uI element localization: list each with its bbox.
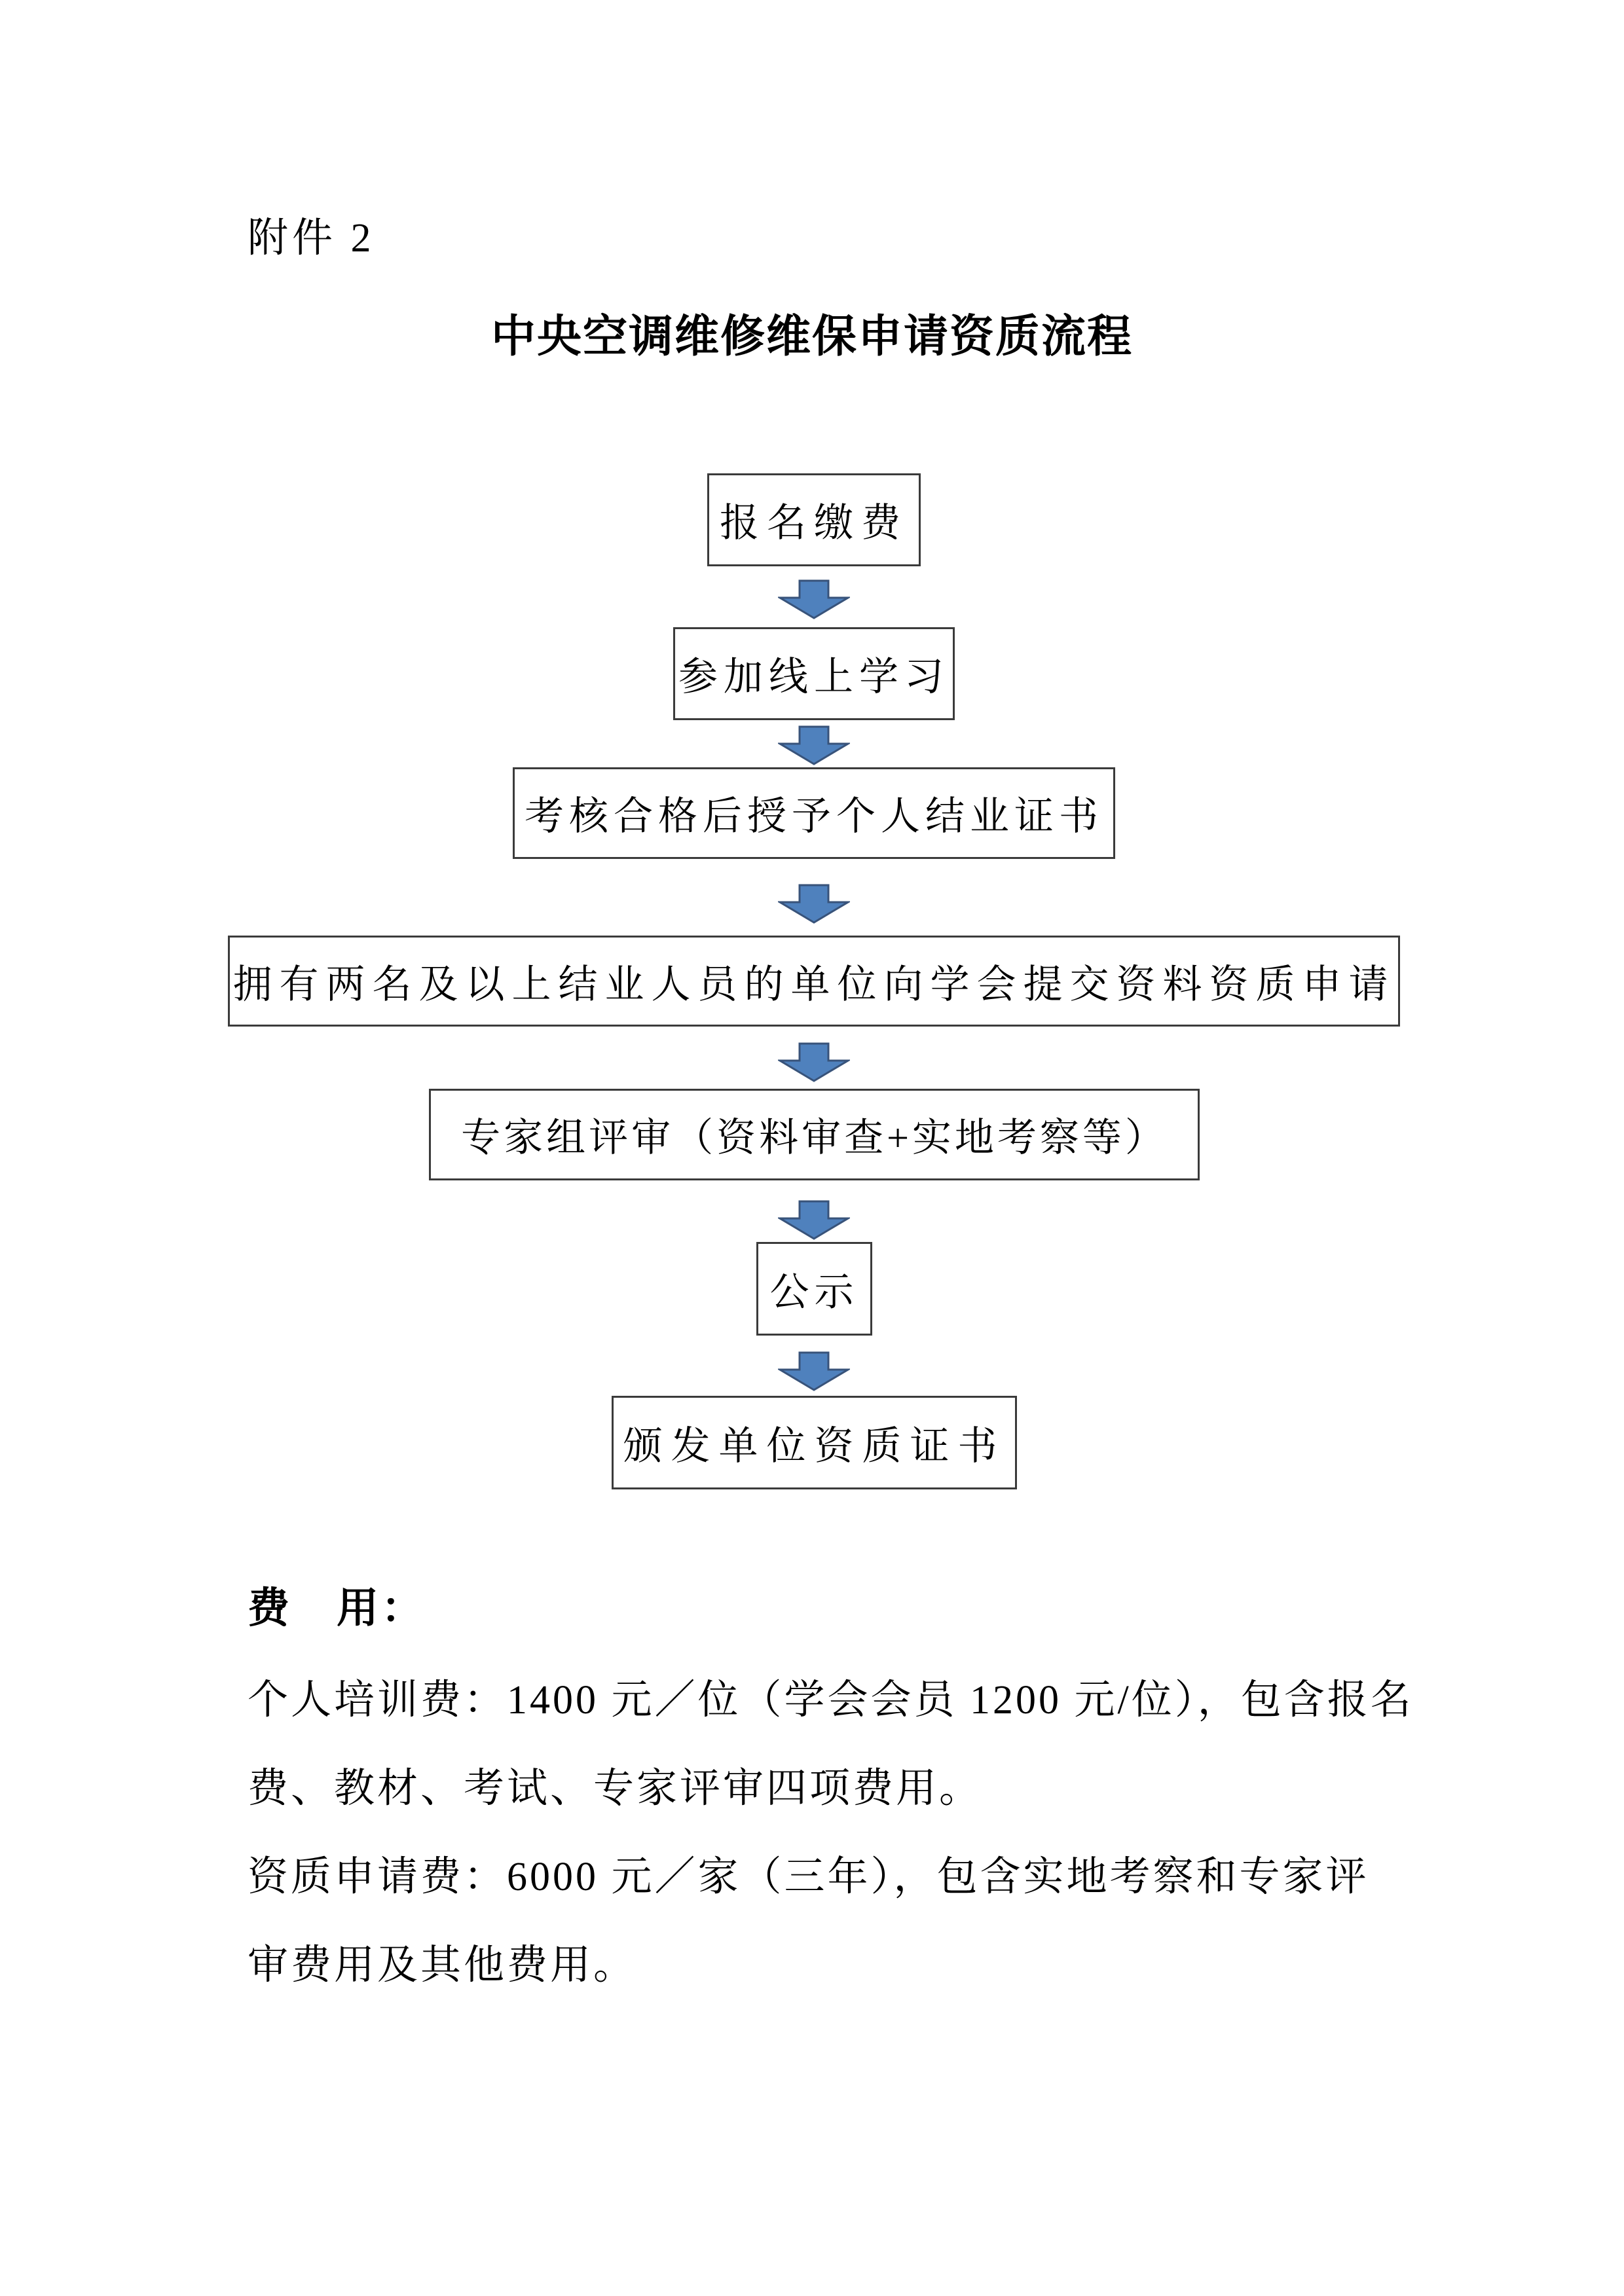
- flow-step-label-7: 颁发单位资质证书: [623, 1424, 1006, 1468]
- flow-step-box-2: [673, 627, 955, 720]
- page-title: 中央空调维修维保申请资质流程: [490, 312, 1133, 361]
- fee-line-1: 个人培训费：1400 元／位（学会会员 1200 元/位），包含报名: [248, 1678, 1414, 1722]
- flow-step-label-5: 专家组评审（资料审查+实地考察等）: [461, 1116, 1168, 1159]
- fee-line-3: 资质申请费：6000 元／家（三年），包含实地考察和专家评: [248, 1855, 1369, 1899]
- down-arrow-icon: [778, 884, 850, 924]
- flow-step-label-6: 公示: [769, 1270, 859, 1314]
- flow-step-box-1: [707, 473, 921, 566]
- fee-line-4: 审费用及其他费用。: [248, 1943, 637, 1988]
- flow-step-box-3: [513, 767, 1115, 859]
- flow-step-box-7: [612, 1396, 1017, 1489]
- flow-step-box-5: [429, 1089, 1200, 1180]
- flow-step-box-6: [756, 1242, 872, 1336]
- down-arrow-shape: [780, 581, 848, 618]
- down-arrow-shape: [780, 885, 848, 922]
- flow-step-label-4: 拥有两名及以上结业人员的单位向学会提交资料资质申请: [232, 962, 1395, 1006]
- fee-line-2: 费、教材、考试、专家评审四项费用。: [248, 1766, 983, 1811]
- down-arrow-shape: [780, 727, 848, 764]
- flow-step-label-2: 参加线上学习: [678, 655, 950, 699]
- down-arrow-icon: [778, 1042, 850, 1083]
- flow-step-label-3: 考核合格后授予个人结业证书: [525, 795, 1103, 838]
- fees-heading: 费 用：: [248, 1585, 426, 1631]
- flow-step-label-1: 报名缴费: [720, 501, 908, 545]
- down-arrow-shape: [780, 1201, 848, 1239]
- down-arrow-icon: [778, 579, 850, 620]
- down-arrow-icon: [778, 1351, 850, 1392]
- attachment-label: 附件 2: [248, 216, 375, 261]
- down-arrow-icon: [778, 1200, 850, 1241]
- down-arrow-icon: [778, 725, 850, 766]
- down-arrow-shape: [780, 1353, 848, 1390]
- flow-step-box-4: [228, 936, 1400, 1027]
- fees-section: [248, 1573, 1426, 2014]
- down-arrow-shape: [780, 1044, 848, 1081]
